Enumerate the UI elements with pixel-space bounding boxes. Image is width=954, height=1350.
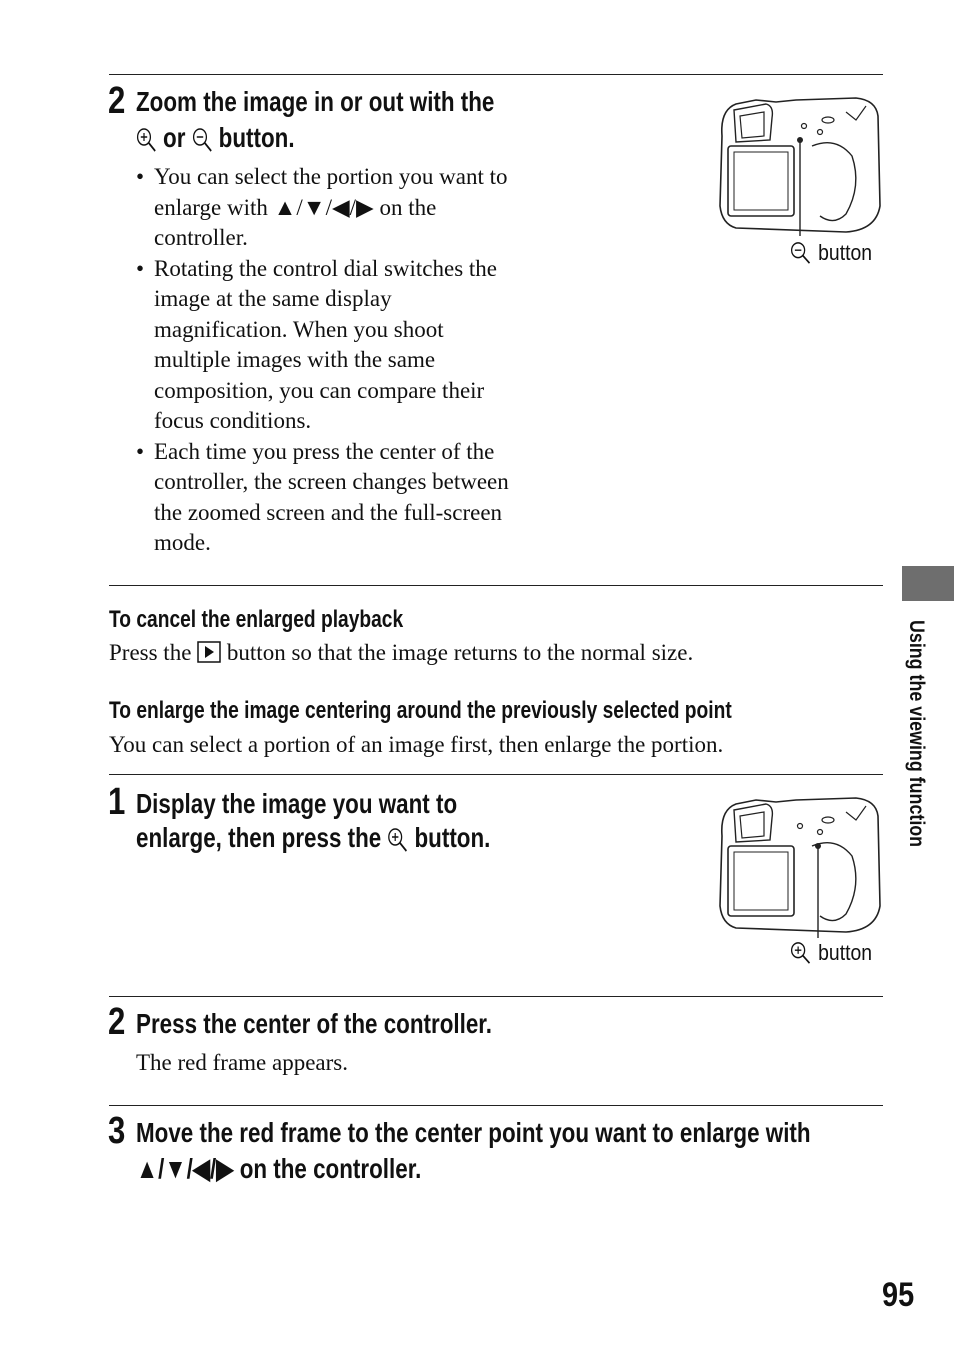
- camera-illustration-zoom-out: [716, 96, 882, 238]
- magnifier-plus-icon: [136, 127, 157, 153]
- chapter-tab: [902, 566, 954, 601]
- camera-label-zoom-in: button: [790, 940, 872, 966]
- section-rule: [109, 1105, 883, 1106]
- magnifier-minus-icon: [192, 127, 213, 153]
- cancel-title: To cancel the enlarged playback: [109, 606, 404, 633]
- bullet-item: • Rotating the control dial switches the image at the same display magnification. When you shoot multiple images with the same composition, you can compare their focus conditions.: [136, 254, 536, 437]
- section-rule: [109, 996, 883, 997]
- section-rule: [109, 774, 883, 775]
- bullet-item: • Each time you press the center of the controller, the screen changes between the zoomed screen and the full-screen mode.: [136, 437, 536, 559]
- step-heading-line2: ▲/▼/◀/▶ on the controller.: [136, 1153, 422, 1184]
- step-heading: Press the center of the controller.: [136, 1008, 493, 1039]
- step-number: 2: [108, 1001, 126, 1043]
- enlarge-text: You can select a portion of an image first, then enlarge the portion.: [109, 732, 724, 757]
- enlarge-title: To enlarge the image centering around the previously selected point: [109, 697, 732, 724]
- camera-label-zoom-out: button: [790, 240, 872, 266]
- playback-icon: [197, 641, 221, 663]
- step-number: 1: [108, 781, 126, 823]
- camera-illustration-zoom-in: [716, 796, 882, 938]
- step-text: The red frame appears.: [136, 1050, 348, 1075]
- section-rule: [109, 585, 883, 586]
- step-heading-line1: Move the red frame to the center point you want to enlarge with: [136, 1117, 811, 1148]
- magnifier-plus-icon: [387, 827, 408, 853]
- step-number: 3: [108, 1110, 126, 1152]
- step-heading-line2: [136, 120, 295, 156]
- step-heading-line1: Zoom the image in or out with the: [136, 86, 495, 117]
- step-heading-line2: enlarge, then press the button.: [136, 822, 491, 853]
- page-number: 95: [882, 1276, 915, 1314]
- cancel-text: Press the button so that the image returns to the normal size.: [109, 640, 694, 665]
- top-rule: [109, 74, 883, 75]
- step-number: 2: [108, 80, 126, 122]
- step-heading-line1: Display the image you want to: [136, 788, 458, 819]
- heading-button: button.: [218, 122, 295, 153]
- heading-or: or: [163, 122, 186, 153]
- bullet-list: [136, 162, 536, 559]
- magnifier-plus-icon: [790, 941, 811, 965]
- bullet-item: • You can select the portion you want to enlarge with ▲/▼/◀/▶ on the controller.: [136, 162, 536, 254]
- magnifier-minus-icon: [790, 241, 811, 265]
- chapter-label: Using the viewing function: [905, 620, 928, 848]
